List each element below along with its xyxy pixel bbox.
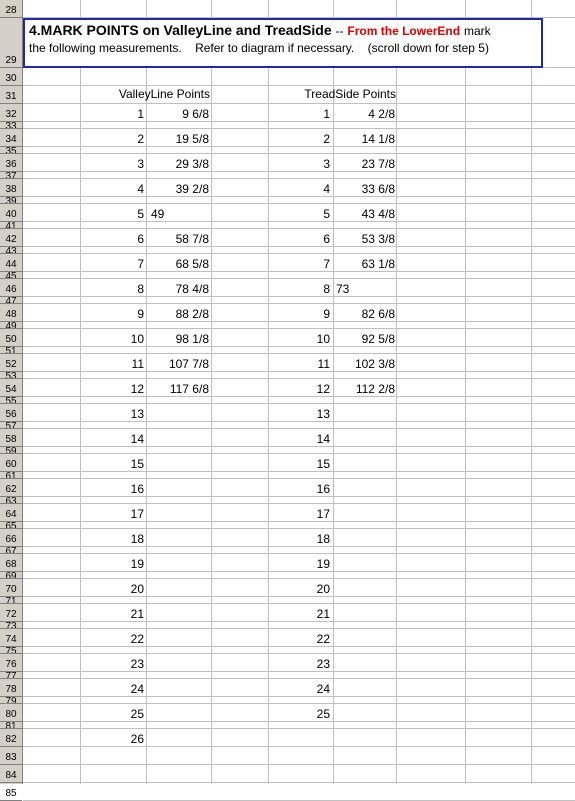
- grid-row-line: [23, 571, 575, 572]
- tread-point-number[interactable]: 18: [316, 532, 330, 546]
- grid-row-line: [23, 603, 575, 604]
- valley-point-number[interactable]: 15: [130, 457, 144, 471]
- tread-point-number[interactable]: 1: [323, 107, 330, 121]
- valley-point-number[interactable]: 10: [130, 332, 144, 346]
- grid-row-line: [23, 353, 575, 354]
- tread-point-value[interactable]: 63 1/8: [361, 257, 395, 271]
- row-number[interactable]: 84: [0, 765, 22, 783]
- grid-row-line: [23, 521, 575, 522]
- grid-row-line: [23, 671, 575, 672]
- row-number[interactable]: 72: [0, 604, 22, 622]
- grid-row-line: [23, 246, 575, 247]
- grid-row-line: [23, 546, 575, 547]
- row-number[interactable]: 50: [0, 329, 22, 347]
- valley-point-value[interactable]: 88 2/8: [175, 307, 209, 321]
- tread-point-number[interactable]: 12: [316, 382, 330, 396]
- valley-point-value[interactable]: 107 7/8: [168, 357, 209, 371]
- row-number[interactable]: 45: [0, 272, 22, 279]
- row-number[interactable]: 37: [0, 172, 22, 179]
- grid-row-line: [23, 653, 575, 654]
- valley-point-number[interactable]: 9: [137, 307, 144, 321]
- grid-row-line: [23, 782, 575, 783]
- row-number[interactable]: 41: [0, 222, 22, 229]
- row-number[interactable]: 53: [0, 372, 22, 379]
- valley-point-value[interactable]: 9 6/8: [182, 107, 209, 121]
- grid-col-line: [531, 0, 532, 784]
- tread-point-value[interactable]: 23 7/8: [361, 157, 395, 171]
- instruction-line-2: the following measurements. Refer to diagram if necessary. (scroll down for step 5): [29, 41, 489, 55]
- valley-point-number[interactable]: 12: [130, 382, 144, 396]
- grid-row-line: [23, 278, 575, 279]
- instruction-line-1: [29, 22, 537, 38]
- row-number[interactable]: 77: [0, 672, 22, 679]
- grid-row-line: [23, 528, 575, 529]
- grid-row-line: [23, 371, 575, 372]
- grid-row-line: [23, 728, 575, 729]
- grid-row-line: [23, 678, 575, 679]
- grid-row-line: [23, 296, 575, 297]
- row-number[interactable]: 76: [0, 654, 22, 672]
- row-number[interactable]: 83: [0, 747, 22, 765]
- row-number[interactable]: 35: [0, 147, 22, 154]
- grid-row-line: [23, 628, 575, 629]
- row-number[interactable]: 36: [0, 154, 22, 172]
- tread-point-number[interactable]: 21: [316, 607, 330, 621]
- row-number[interactable]: 56: [0, 404, 22, 422]
- instruction-dashes: --: [335, 24, 344, 38]
- grid-row-line: [23, 85, 575, 86]
- grid-row-line: [23, 503, 575, 504]
- row-number[interactable]: 81: [0, 722, 22, 729]
- grid-col-line: [465, 0, 466, 784]
- tread-point-value[interactable]: 102 3/8: [354, 357, 395, 371]
- grid-row-line: [23, 403, 575, 404]
- tread-point-number[interactable]: 10: [316, 332, 330, 346]
- row-number[interactable]: 54: [0, 379, 22, 397]
- row-number[interactable]: 58: [0, 429, 22, 447]
- grid-row-line: [23, 421, 575, 422]
- row-number[interactable]: 29: [0, 18, 22, 68]
- grid-row-line: [23, 428, 575, 429]
- grid-row-line: [23, 253, 575, 254]
- valley-point-value[interactable]: 39 2/8: [175, 182, 209, 196]
- tread-point-number[interactable]: 14: [316, 432, 330, 446]
- grid-row-line: [23, 196, 575, 197]
- row-number[interactable]: 73: [0, 622, 22, 629]
- valley-point-number[interactable]: 17: [130, 507, 144, 521]
- row-number[interactable]: 79: [0, 697, 22, 704]
- row-number[interactable]: 82: [0, 729, 22, 747]
- row-number[interactable]: 48: [0, 304, 22, 322]
- row-number[interactable]: 65: [0, 522, 22, 529]
- row-number[interactable]: 70: [0, 579, 22, 597]
- grid-row-line: [23, 553, 575, 554]
- tread-point-number[interactable]: 20: [316, 582, 330, 596]
- valley-point-number[interactable]: 19: [130, 557, 144, 571]
- row-number[interactable]: 31: [0, 86, 22, 104]
- valley-point-number[interactable]: 5: [137, 207, 144, 221]
- valley-point-number[interactable]: 7: [137, 257, 144, 271]
- tread-point-number[interactable]: 2: [323, 132, 330, 146]
- valley-point-value[interactable]: 78 4/8: [175, 282, 209, 296]
- row-number[interactable]: 78: [0, 679, 22, 697]
- grid-row-line: [23, 446, 575, 447]
- grid-col-line: [396, 0, 397, 784]
- valley-point-number[interactable]: 23: [130, 657, 144, 671]
- instruction-mark: mark: [463, 24, 491, 38]
- tread-point-value[interactable]: 73: [336, 282, 350, 296]
- row-number[interactable]: 64: [0, 504, 22, 522]
- grid-row-line: [23, 746, 575, 747]
- tread-point-number[interactable]: 3: [323, 157, 330, 171]
- tread-point-number[interactable]: 8: [323, 282, 330, 296]
- valley-point-number[interactable]: 2: [137, 132, 144, 146]
- tread-point-number[interactable]: 13: [316, 407, 330, 421]
- row-number[interactable]: 30: [0, 68, 22, 86]
- valley-point-number[interactable]: 3: [137, 157, 144, 171]
- valley-point-number[interactable]: 6: [137, 232, 144, 246]
- valley-point-number[interactable]: 21: [130, 607, 144, 621]
- row-number[interactable]: 80: [0, 704, 22, 722]
- valley-point-number[interactable]: 25: [130, 707, 144, 721]
- valley-header[interactable]: ValleyLine Points: [118, 87, 210, 101]
- tread-point-value[interactable]: 43 4/8: [361, 207, 395, 221]
- valley-point-value[interactable]: 49: [151, 207, 165, 221]
- row-number[interactable]: 33: [0, 122, 22, 129]
- row-number[interactable]: 39: [0, 197, 22, 204]
- grid-row-line: [23, 271, 575, 272]
- tread-point-value[interactable]: 4 2/8: [368, 107, 395, 121]
- tread-point-number[interactable]: 4: [323, 182, 330, 196]
- grid-row-line: [23, 478, 575, 479]
- row-number[interactable]: 42: [0, 229, 22, 247]
- grid-row-line: [23, 703, 575, 704]
- row-number[interactable]: 34: [0, 129, 22, 147]
- grid-row-line: [23, 471, 575, 472]
- row-number[interactable]: 60: [0, 454, 22, 472]
- grid-row-line: [23, 171, 575, 172]
- row-number[interactable]: 71: [0, 597, 22, 604]
- row-number[interactable]: 51: [0, 347, 22, 354]
- valley-point-value[interactable]: 98 1/8: [175, 332, 209, 346]
- grid-row-line: [23, 496, 575, 497]
- grid-row-line: [23, 453, 575, 454]
- grid-row-line: [23, 128, 575, 129]
- valley-point-number[interactable]: 24: [130, 682, 144, 696]
- valley-point-number[interactable]: 11: [131, 357, 144, 371]
- grid-row-line: [23, 646, 575, 647]
- tread-point-number[interactable]: 16: [316, 482, 330, 496]
- grid-row-line: [23, 596, 575, 597]
- tread-point-number[interactable]: 19: [316, 557, 330, 571]
- row-number[interactable]: 59: [0, 447, 22, 454]
- grid-row-line: [23, 153, 575, 154]
- valley-point-value[interactable]: 68 5/8: [175, 257, 209, 271]
- valley-point-number[interactable]: 26: [130, 732, 144, 746]
- grid-row-line: [23, 321, 575, 322]
- valley-point-value[interactable]: 58 7/8: [175, 232, 209, 246]
- valley-point-value[interactable]: 19 5/8: [175, 132, 209, 146]
- row-number[interactable]: 57: [0, 422, 22, 429]
- tread-point-number[interactable]: 24: [316, 682, 330, 696]
- row-number[interactable]: 67: [0, 547, 22, 554]
- row-number[interactable]: 38: [0, 179, 22, 197]
- grid-row-line: [23, 328, 575, 329]
- grid-row-line: [23, 221, 575, 222]
- grid-row-line: [23, 721, 575, 722]
- valley-point-value[interactable]: 29 3/8: [175, 157, 209, 171]
- instruction-title: 4.MARK POINTS on ValleyLine and TreadSide: [29, 22, 332, 38]
- row-number[interactable]: 69: [0, 572, 22, 579]
- valley-point-number[interactable]: 13: [130, 407, 144, 421]
- row-number[interactable]: 28: [0, 0, 22, 18]
- row-number[interactable]: 63: [0, 497, 22, 504]
- row-number[interactable]: 49: [0, 322, 22, 329]
- tread-point-value[interactable]: 53 3/8: [361, 232, 395, 246]
- valley-point-number[interactable]: 14: [130, 432, 144, 446]
- tread-point-value[interactable]: 33 6/8: [361, 182, 395, 196]
- row-number[interactable]: 47: [0, 297, 22, 304]
- grid-row-line: [23, 178, 575, 179]
- valley-point-number[interactable]: 16: [130, 482, 144, 496]
- tread-point-value[interactable]: 82 6/8: [361, 307, 395, 321]
- grid-row-line: [23, 303, 575, 304]
- grid-row-line: [23, 146, 575, 147]
- tread-point-number[interactable]: 17: [316, 507, 330, 521]
- grid-row-line: [23, 378, 575, 379]
- grid-row-line: [23, 203, 575, 204]
- row-number[interactable]: 32: [0, 104, 22, 122]
- tread-header[interactable]: TreadSide Points: [304, 87, 396, 101]
- row-number[interactable]: 52: [0, 354, 22, 372]
- grid-row-line: [23, 228, 575, 229]
- tread-point-number[interactable]: 9: [323, 307, 330, 321]
- tread-point-value[interactable]: 112 2/8: [355, 382, 395, 396]
- row-number[interactable]: 66: [0, 529, 22, 547]
- row-number[interactable]: 44: [0, 254, 22, 272]
- grid-row-line: [23, 121, 575, 122]
- tread-point-number[interactable]: 25: [316, 707, 330, 721]
- valley-point-number[interactable]: 22: [130, 632, 144, 646]
- grid-row-line: [23, 621, 575, 622]
- valley-point-number[interactable]: 20: [130, 582, 144, 596]
- grid-row-line: [23, 346, 575, 347]
- instruction-box: [23, 18, 543, 68]
- tread-point-number[interactable]: 7: [323, 257, 330, 271]
- grid-row-line: [23, 696, 575, 697]
- valley-point-number[interactable]: 18: [130, 532, 144, 546]
- grid-row-line: [23, 578, 575, 579]
- valley-point-number[interactable]: 1: [137, 107, 144, 121]
- row-number[interactable]: 55: [0, 397, 22, 404]
- row-number[interactable]: 40: [0, 204, 22, 222]
- tread-point-number[interactable]: 5: [323, 207, 330, 221]
- tread-point-value[interactable]: 14 1/8: [361, 132, 395, 146]
- grid-row-line: [23, 396, 575, 397]
- row-number[interactable]: 68: [0, 554, 22, 572]
- instruction-red-text: From the LowerEnd: [347, 24, 461, 38]
- tread-point-number[interactable]: 6: [323, 232, 330, 246]
- tread-point-number[interactable]: 15: [316, 457, 330, 471]
- row-number[interactable]: 62: [0, 479, 22, 497]
- valley-point-number[interactable]: 4: [137, 182, 144, 196]
- grid-row-line: [23, 103, 575, 104]
- tread-point-number[interactable]: 11: [317, 357, 330, 371]
- grid-col-line: [211, 0, 212, 784]
- row-number[interactable]: 74: [0, 629, 22, 647]
- tread-point-number[interactable]: 22: [316, 632, 330, 646]
- tread-point-number[interactable]: 23: [316, 657, 330, 671]
- row-number[interactable]: 61: [0, 472, 22, 479]
- grid-row-line: [23, 764, 575, 765]
- row-number[interactable]: 85: [0, 783, 22, 801]
- row-header-column: [0, 0, 23, 799]
- row-number[interactable]: 46: [0, 279, 22, 297]
- tread-point-value[interactable]: 92 5/8: [361, 332, 395, 346]
- valley-point-number[interactable]: 8: [137, 282, 144, 296]
- row-number[interactable]: 75: [0, 647, 22, 654]
- valley-point-value[interactable]: 117 6/8: [169, 382, 209, 396]
- row-number[interactable]: 43: [0, 247, 22, 254]
